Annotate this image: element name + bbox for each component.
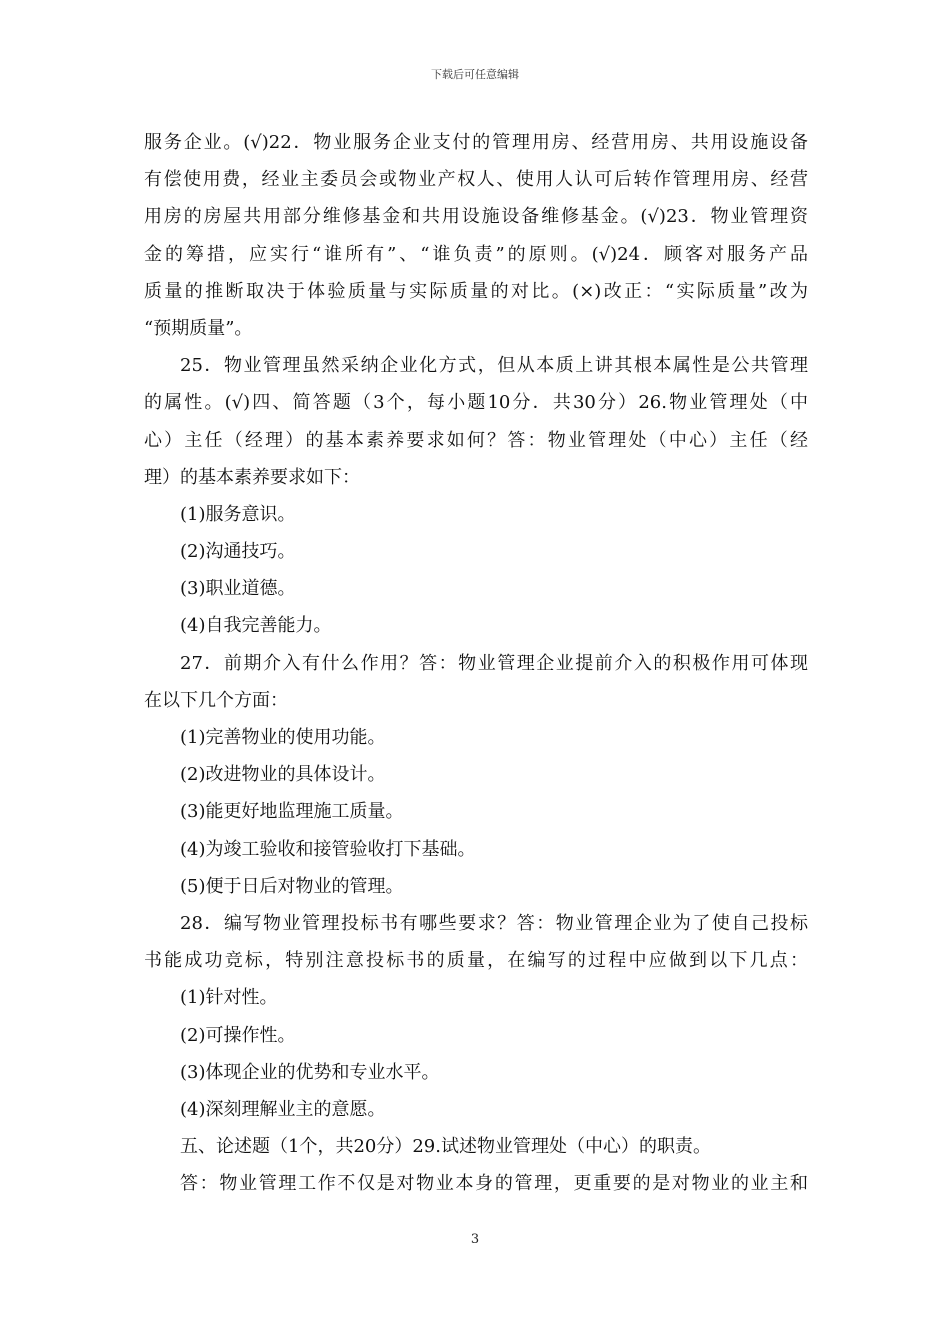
text-line: 答：物业管理工作不仅是对物业本身的管理，更重要的是对物业的业主和: [180, 1173, 808, 1195]
text-line: “预期质量”。: [144, 317, 253, 339]
text-line: (2)沟通技巧。: [180, 541, 296, 563]
page-number: 3: [470, 1232, 480, 1247]
text-line: 服务企业。(√)22．物业服务企业支付的管理用房、经营用房、共用设施设备: [144, 132, 808, 153]
text-line: 用房的房屋共用部分维修基金和共用设施设备维修基金。(√)23．物业管理资: [144, 206, 808, 228]
page-header: 下载后可任意编辑: [431, 68, 519, 81]
text-line: 的属性。(√)四、简答题（3个，每小题10分．共30分）26.物业管理处（中: [144, 392, 808, 414]
text-line: (1)针对性。: [180, 987, 278, 1009]
text-line: (3)能更好地监理施工质量。: [180, 801, 404, 823]
text-line: (1)完善物业的使用功能。: [180, 727, 386, 748]
text-line: 28．编写物业管理投标书有哪些要求？答：物业管理企业为了使自己投标: [180, 912, 808, 934]
text-line: 书能成功竞标，特别注意投标书的质量，在编写的过程中应做到以下几点：: [144, 950, 808, 972]
text-line: (5)便于日后对物业的管理。: [180, 875, 404, 897]
text-line: (2)可操作性。: [180, 1024, 296, 1046]
text-line: 金的筹措，应实行“谁所有”、“谁负责”的原则。(√)24．顾客对服务产品: [144, 243, 808, 265]
text-line: 在以下几个方面：: [144, 689, 288, 711]
text-line: 五、论述题（1个，共20分）29.试述物业管理处（中心）的职责。: [180, 1136, 711, 1158]
text-line: (1)服务意识。: [180, 503, 296, 525]
text-line: (4)自我完善能力。: [180, 615, 332, 637]
text-line: 理）的基本素养要求如下：: [144, 466, 360, 488]
text-line: (3)职业道德。: [180, 578, 296, 600]
text-line: 心）主任（经理）的基本素养要求如何？答：物业管理处（中心）主任（经: [144, 429, 808, 451]
text-line: 质量的推断取决于体验质量与实际质量的对比。(×)改正：“实际质量”改为: [144, 280, 808, 302]
text-line: 有偿使用费，经业主委员会或物业产权人、使用人认可后转作管理用房、经营: [144, 169, 808, 191]
document-body: [144, 124, 808, 1202]
text-line: (4)为竣工验收和接管验收打下基础。: [180, 838, 476, 860]
text-line: 27．前期介入有什么作用？答：物业管理企业提前介入的积极作用可体现: [180, 652, 808, 674]
text-line: (3)体现企业的优势和专业水平。: [180, 1061, 440, 1083]
text-line: 25．物业管理虽然采纳企业化方式，但从本质上讲其根本属性是公共管理: [180, 355, 808, 377]
text-line: (4)深刻理解业主的意愿。: [180, 1098, 386, 1120]
text-line: (2)改进物业的具体设计。: [180, 764, 386, 786]
